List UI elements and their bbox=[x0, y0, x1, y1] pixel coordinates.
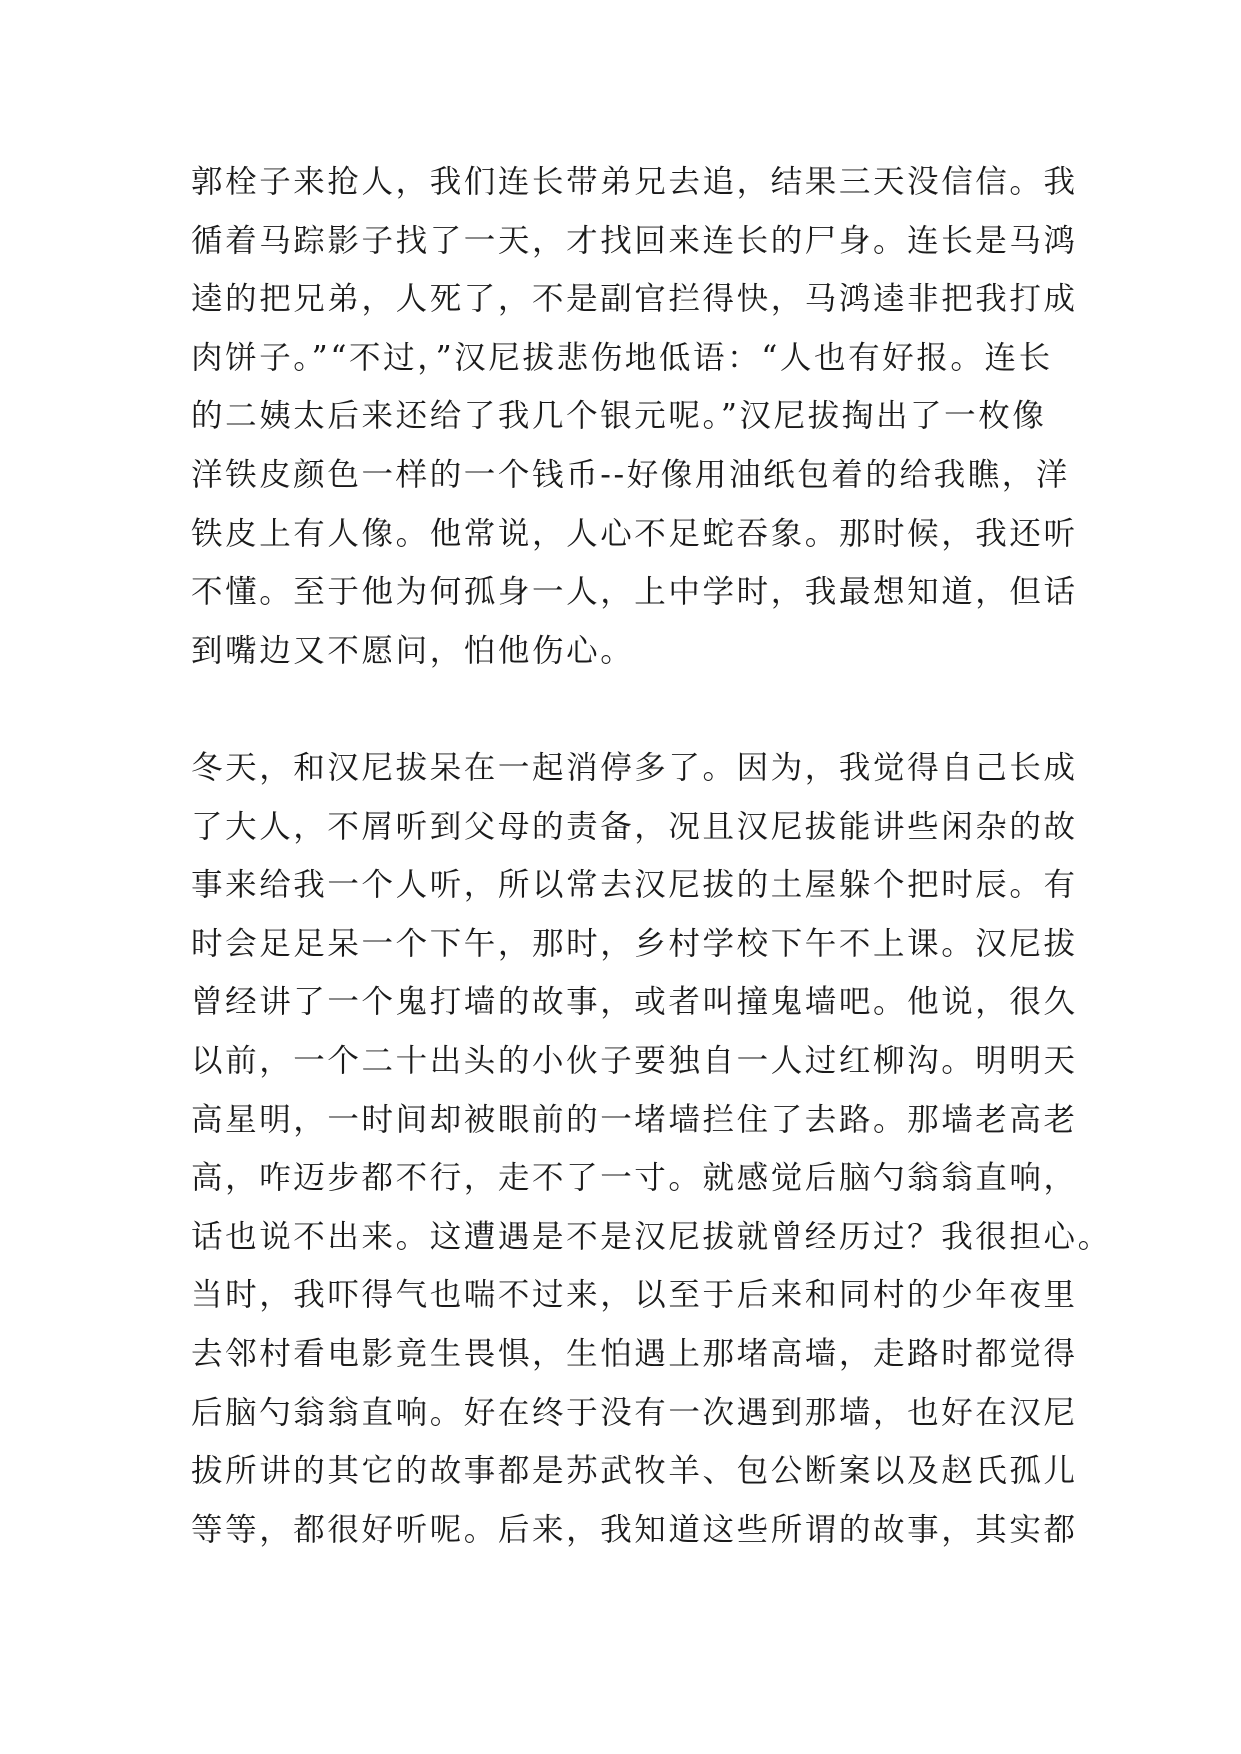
text-line: 等等，都很好听呢。后来，我知道这些所谓的故事，其实都 bbox=[191, 1511, 1078, 1548]
text-line: 后脑勺翁翁直响。好在终于没有一次遇到那墙，也好在汉尼 bbox=[191, 1394, 1078, 1431]
paragraph-2 bbox=[191, 748, 1112, 1568]
text-line: 当时，我吓得气也喘不过来，以至于后来和同村的少年夜里 bbox=[191, 1277, 1078, 1314]
text-line: 了大人，不屑听到父母的责备，况且汉尼拔能讲些闲杂的故 bbox=[191, 808, 1078, 845]
text-line: 事来给我一个人听，所以常去汉尼拔的土屋躲个把时辰。有 bbox=[191, 867, 1078, 904]
paragraph-1 bbox=[191, 162, 1078, 689]
text-line: 郭栓子来抢人，我们连长带弟兄去追，结果三天没信信。我 bbox=[191, 164, 1078, 200]
text-line: 冬天，和汉尼拔呆在一起消停多了。因为，我觉得自己长成 bbox=[191, 750, 1078, 786]
text-line: 肉饼子。”“不过，”汉尼拔悲伤地低语：“人也有好报。连长 bbox=[191, 339, 1053, 376]
text-line: 循着马踪影子找了一天，才找回来连长的尸身。连长是马鸿 bbox=[191, 222, 1078, 259]
text-line: 的二姨太后来还给了我几个银元呢。”汉尼拔掏出了一枚像 bbox=[191, 398, 1047, 435]
text-line: 不懂。至于他为何孤身一人，上中学时，我最想知道，但话 bbox=[191, 574, 1078, 611]
text-line: 铁皮上有人像。他常说，人心不足蛇吞象。那时候，我还听 bbox=[191, 515, 1078, 552]
text-line: 洋铁皮颜色一样的一个钱币--好像用油纸包着的给我瞧，洋 bbox=[191, 456, 1070, 493]
text-line: 时会足足呆一个下午，那时，乡村学校下午不上课。汉尼拔 bbox=[191, 925, 1078, 962]
text-line: 逵的把兄弟，人死了，不是副官拦得快，马鸿逵非把我打成 bbox=[191, 281, 1078, 318]
text-line: 到嘴边又不愿问，怕他伤心。 bbox=[191, 632, 635, 669]
text-line: 高星明，一时间却被眼前的一堵墙拦住了去路。那墙老高老 bbox=[191, 1101, 1078, 1138]
text-line: 以前，一个二十出头的小伙子要独自一人过红柳沟。明明天 bbox=[191, 1042, 1078, 1079]
text-line: 话也说不出来。这遭遇是不是汉尼拔就曾经历过？我很担心。 bbox=[191, 1218, 1112, 1255]
text-line: 拔所讲的其它的故事都是苏武牧羊、包公断案以及赵氏孤儿 bbox=[191, 1453, 1078, 1490]
text-line: 去邻村看电影竟生畏惧，生怕遇上那堵高墙，走路时都觉得 bbox=[191, 1335, 1078, 1372]
text-line: 曾经讲了一个鬼打墙的故事，或者叫撞鬼墙吧。他说，很久 bbox=[191, 984, 1078, 1021]
text-line: 高，咋迈步都不行，走不了一寸。就感觉后脑勺翁翁直响， bbox=[191, 1160, 1078, 1197]
